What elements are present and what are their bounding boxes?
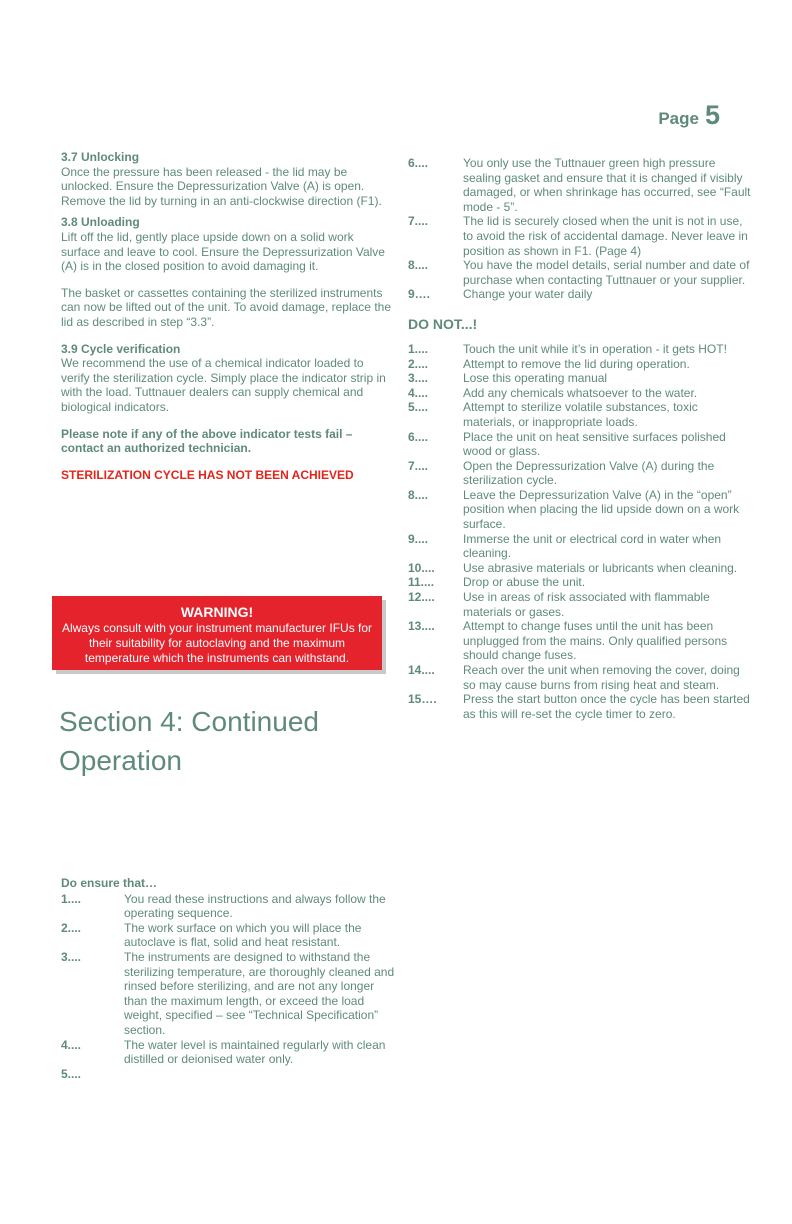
item-text: The work surface on which you will place the autoclave is flat, solid and heat resistant. <box>124 920 362 950</box>
cycle-alert: STERILIZATION CYCLE HAS NOT BEEN ACHIEVED <box>61 467 354 482</box>
item-text: Reach over the unit when removing the cover, doing so may cause burns from rising heat and steam. <box>463 663 740 692</box>
item-text: Touch the unit while it’s in operation - it gets HOT! <box>463 341 727 356</box>
item-number: 2.... <box>61 920 82 935</box>
list-item <box>408 156 753 214</box>
item-text: Add any chemicals whatsoever to the water. <box>463 385 698 400</box>
unloading-text-2: The basket or cassettes containing the sterilized instruments can now be lifted out of the unit. To avoid damage, replace the lid as described in step “3.3”. <box>61 285 391 329</box>
item-number: 8.... <box>408 258 429 273</box>
do-not-heading: DO NOT...! <box>408 315 478 332</box>
item-number: 6.... <box>408 156 429 170</box>
item-text: You only use the Tuttnauer green high pressure sealing gasket and ensure that it is changed if visibly damaged, or when shrinkage has occurred, see “Fault mode - 5”. <box>463 156 751 214</box>
item-text: Leave the Depressurization Valve (A) in the “open” position when placing the lid upside down on a work surface. <box>463 487 740 532</box>
item-text: You have the model details, serial number and date of purchase when contacting Tuttnauer or your supplier. <box>463 258 750 287</box>
list-item <box>408 214 753 258</box>
verification-text: We recommend the use of a chemical indicator loaded to verify the sterilization cycle. Simply place the indicator strip in with the load. Tuttnauer dealers can supply chemical and biological indicators. <box>61 356 386 414</box>
page-number-value: 5 <box>704 100 720 130</box>
do-ensure-heading: Do ensure that… <box>61 876 158 890</box>
item-number: 9.... <box>408 531 429 546</box>
list-item <box>61 892 397 921</box>
list-item <box>408 459 753 488</box>
item-text: Immerse the unit or electrical cord in water when cleaning. <box>463 531 722 561</box>
list-item <box>408 357 753 372</box>
warning-title: WARNING! <box>180 604 254 620</box>
list-item <box>408 590 753 619</box>
list-item <box>408 287 753 302</box>
left-column <box>61 150 391 482</box>
item-text: Lose this operating manual <box>463 371 608 386</box>
list-item <box>408 488 753 532</box>
item-text: Attempt to remove the lid during operation. <box>463 356 690 371</box>
do-ensure-list <box>61 876 397 1081</box>
item-number: 15…. <box>408 692 437 707</box>
item-number: 7.... <box>408 458 429 473</box>
item-text: Change your water daily <box>463 287 593 302</box>
item-text: Press the start button once the cycle has been started as this will re-set the cycle timer to zero. <box>463 692 750 721</box>
unlocking-text: Once the pressure has been released - the lid may be unlocked. Ensure the Depressurization Valve (A) is open. Remove the lid by turning in an anti-clockwise direction (F1). <box>61 164 382 208</box>
item-number: 10.... <box>408 560 435 575</box>
item-text: Use abrasive materials or lubricants when cleaning. <box>463 560 738 575</box>
list-item <box>408 663 753 692</box>
item-number: 3.... <box>408 371 429 386</box>
item-text: Attempt to change fuses until the unit has been unplugged from the mains. Only qualified persons should change fuses. <box>463 619 728 663</box>
item-number: 14.... <box>408 663 435 677</box>
item-text: You read these instructions and always follow the operating sequence. <box>124 891 386 921</box>
item-number: 2.... <box>408 356 429 371</box>
item-text <box>124 1067 397 1082</box>
unlocking-heading: 3.7 Unlocking <box>61 150 140 164</box>
item-text: Attempt to sterilize volatile substances, toxic materials, or inappropriate loads. <box>463 400 698 429</box>
item-number: 6.... <box>408 429 429 444</box>
list-item <box>61 1067 397 1082</box>
page-label: Page <box>658 109 699 128</box>
item-text: Open the Depressurization Valve (A) during the sterilization cycle. <box>463 458 715 488</box>
item-number: 1.... <box>408 341 429 356</box>
list-item <box>408 692 753 721</box>
unloading-text-1: Lift off the lid, gently place upside down on a solid work surface and leave to cool. Ensure the Depressurization Valve (A) is in the closed position to avoid damaging it. <box>61 229 385 274</box>
list-item <box>61 921 397 950</box>
right-column <box>408 156 753 721</box>
item-text: Use in areas of risk associated with flammable materials or gases. <box>463 590 710 619</box>
item-text: Place the unit on heat sensitive surfaces polished wood or glass. <box>463 429 726 459</box>
unloading-heading: 3.8 Unloading <box>61 215 140 230</box>
item-number: 7.... <box>408 214 429 229</box>
list-item <box>408 400 753 429</box>
section-title-line-1: Section 4: Continued <box>59 706 319 737</box>
item-number: 5.... <box>61 1066 82 1081</box>
warning-body: Always consult with your instrument manufacturer IFUs for their suitability for autoclaving and the maximum temperature which the instruments can withstand. <box>61 621 373 665</box>
list-item <box>61 1038 397 1067</box>
list-item <box>408 619 753 663</box>
indicator-note: Please note if any of the above indicator tests fail – contact an authorized technician. <box>61 426 353 456</box>
section-title-line-2: Operation <box>59 745 182 776</box>
list-item <box>408 575 753 590</box>
item-text: The instruments are designed to withstand the sterilizing temperature, are thoroughly cleaned and rinsed before sterilizing, and are not any longer than the maximum length, or exceed the load weight, specified – see “Technical Specification” section. <box>124 949 395 1037</box>
item-text: Drop or abuse the unit. <box>463 575 586 590</box>
item-text: The water level is maintained regularly with clean distilled or deionised water only. <box>124 1037 386 1067</box>
item-number: 11.... <box>408 575 435 590</box>
section-title <box>59 702 389 780</box>
list-item <box>408 258 753 287</box>
item-number: 9…. <box>408 287 431 302</box>
item-text: The lid is securely closed when the unit is not in use, to avoid the risk of accidental damage. Never leave in position as shown in F1. (Page 4) <box>463 214 748 258</box>
list-item <box>408 371 753 386</box>
verification-heading: 3.9 Cycle verification <box>61 341 181 356</box>
list-item <box>408 386 753 401</box>
list-item <box>408 430 753 459</box>
page-number <box>600 100 720 131</box>
warning-box <box>52 596 382 670</box>
list-item <box>408 561 753 576</box>
item-number: 13.... <box>408 619 435 634</box>
item-number: 4.... <box>408 385 429 400</box>
item-number: 5.... <box>408 400 429 415</box>
item-number: 12.... <box>408 590 435 605</box>
list-item <box>408 532 753 561</box>
item-number: 1.... <box>61 891 82 906</box>
item-number: 3.... <box>61 949 82 964</box>
item-number: 8.... <box>408 487 429 502</box>
list-item <box>408 342 753 357</box>
list-item <box>61 950 397 1038</box>
item-number: 4.... <box>61 1037 82 1052</box>
